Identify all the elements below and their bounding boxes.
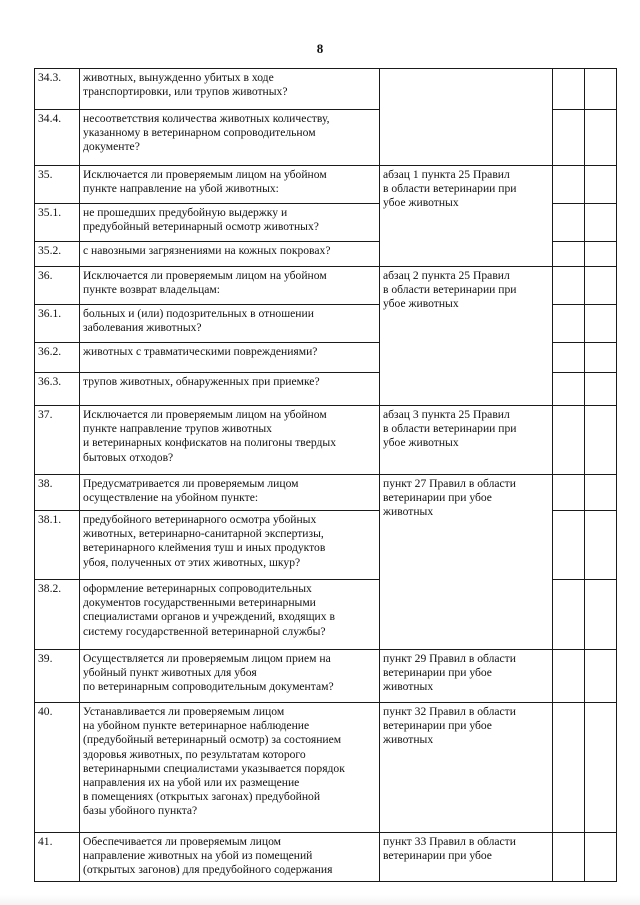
table-row	[35, 475, 617, 511]
answer-cell	[553, 475, 585, 511]
question-text: Предусматривается ли проверяемым лицом осуществление на убойном пункте:	[80, 475, 380, 511]
table-row	[35, 267, 617, 305]
answer-cell	[585, 703, 617, 833]
question-text: животных с травматическими повреждениями?	[80, 343, 380, 373]
answer-cell	[553, 242, 585, 267]
row-number: 38.2.	[35, 580, 80, 650]
reference-text: пункт 27 Правил в области ветеринарии при убое животных	[380, 475, 553, 650]
question-text: Обеспечивается ли проверяемым лицом направление животных на убой из помещений (открытых загонов) для предубойного содержания	[80, 833, 380, 882]
question-text: больных и (или) подозрительных в отношении заболевания животных?	[80, 305, 380, 343]
question-text: Осуществляется ли проверяемым лицом прием на убойный пункт животных для убоя по ветеринарным сопроводительным документам?	[80, 650, 380, 703]
row-number: 40.	[35, 703, 80, 833]
answer-cell	[585, 406, 617, 475]
answer-cell	[585, 69, 617, 110]
row-number: 41.	[35, 833, 80, 882]
row-number: 37.	[35, 406, 80, 475]
row-number: 36.3.	[35, 373, 80, 406]
answer-cell	[585, 267, 617, 305]
answer-cell	[585, 650, 617, 703]
answer-cell	[553, 267, 585, 305]
question-text: не прошедших предубойную выдержку и предубойный ветеринарный осмотр животных?	[80, 204, 380, 242]
row-number: 35.1.	[35, 204, 80, 242]
answer-cell	[585, 343, 617, 373]
answer-cell	[585, 511, 617, 580]
reference-cell	[380, 69, 553, 166]
row-number: 38.	[35, 475, 80, 511]
table-row	[35, 406, 617, 475]
answer-cell	[553, 204, 585, 242]
answer-cell	[585, 580, 617, 650]
table-row	[35, 166, 617, 204]
answer-cell	[585, 373, 617, 406]
table-row	[35, 650, 617, 703]
answer-cell	[585, 475, 617, 511]
reference-text: пункт 32 Правил в области ветеринарии при убое животных	[380, 703, 553, 833]
row-number: 34.3.	[35, 69, 80, 110]
answer-cell	[553, 343, 585, 373]
answer-cell	[553, 110, 585, 166]
question-text: трупов животных, обнаруженных при приемке?	[80, 373, 380, 406]
answer-cell	[585, 833, 617, 882]
question-text: Исключается ли проверяемым лицом на убойном пункте возврат владельцам:	[80, 267, 380, 305]
row-number: 34.4.	[35, 110, 80, 166]
answer-cell	[553, 833, 585, 882]
reference-text: пункт 33 Правил в области ветеринарии при убое	[380, 833, 553, 882]
reference-text: пункт 29 Правил в области ветеринарии при убое животных	[380, 650, 553, 703]
scan-edge	[0, 895, 640, 905]
answer-cell	[585, 242, 617, 267]
answer-cell	[553, 703, 585, 833]
answer-cell	[553, 373, 585, 406]
answer-cell	[553, 511, 585, 580]
answer-cell	[553, 166, 585, 204]
row-number: 35.2.	[35, 242, 80, 267]
answer-cell	[553, 406, 585, 475]
row-number: 36.2.	[35, 343, 80, 373]
reference-text: абзац 2 пункта 25 Правил в области ветеринарии при убое животных	[380, 267, 553, 406]
question-text: Исключается ли проверяемым лицом на убойном пункте направление на убой животных:	[80, 166, 380, 204]
answer-cell	[553, 580, 585, 650]
reference-text: абзац 1 пункта 25 Правил в области ветеринарии при убое животных	[380, 166, 553, 267]
row-number: 36.	[35, 267, 80, 305]
row-number: 36.1.	[35, 305, 80, 343]
answer-cell	[553, 650, 585, 703]
table-row	[35, 69, 617, 110]
answer-cell	[553, 305, 585, 343]
table-row	[35, 703, 617, 833]
page-number: 8	[316, 41, 324, 56]
answer-cell	[585, 204, 617, 242]
question-text: предубойного ветеринарного осмотра убойных животных, ветеринарно-санитарной экспертизы, ветеринарного клеймения туш и иных продуктов убоя, полученных от этих животных, шкур?	[80, 511, 380, 580]
table-row	[35, 833, 617, 882]
question-text: Устанавливается ли проверяемым лицом на убойном пункте ветеринарное наблюдение (предубойный ветеринарный осмотр) за состоянием здоровья животных, по результатам которого ветеринарными специалистами указывается порядок направления их на убой или их размещение в помещениях (открытых загонах) предубойной базы убойного пункта?	[80, 703, 380, 833]
reference-text: абзац 3 пункта 25 Правил в области ветеринарии при убое животных	[380, 406, 553, 475]
question-text: несоответствия количества животных количеству, указанному в ветеринарном сопроводительном документе?	[80, 110, 380, 166]
answer-cell	[553, 69, 585, 110]
question-text: животных, вынужденно убитых в ходе транспортировки, или трупов животных?	[80, 69, 380, 110]
question-text: оформление ветеринарных сопроводительных документов государственными ветеринарными специалистами органов и учреждений, входящих в систему государственной ветеринарной службы?	[80, 580, 380, 650]
question-text: с навозными загрязнениями на кожных покровах?	[80, 242, 380, 267]
answer-cell	[585, 305, 617, 343]
row-number: 38.1.	[35, 511, 80, 580]
checklist-table	[34, 68, 617, 882]
row-number: 35.	[35, 166, 80, 204]
answer-cell	[585, 110, 617, 166]
row-number: 39.	[35, 650, 80, 703]
question-text: Исключается ли проверяемым лицом на убойном пункте направление трупов животных и ветеринарных конфискатов на полигоны твердых бытовых отходов?	[80, 406, 380, 475]
answer-cell	[585, 166, 617, 204]
